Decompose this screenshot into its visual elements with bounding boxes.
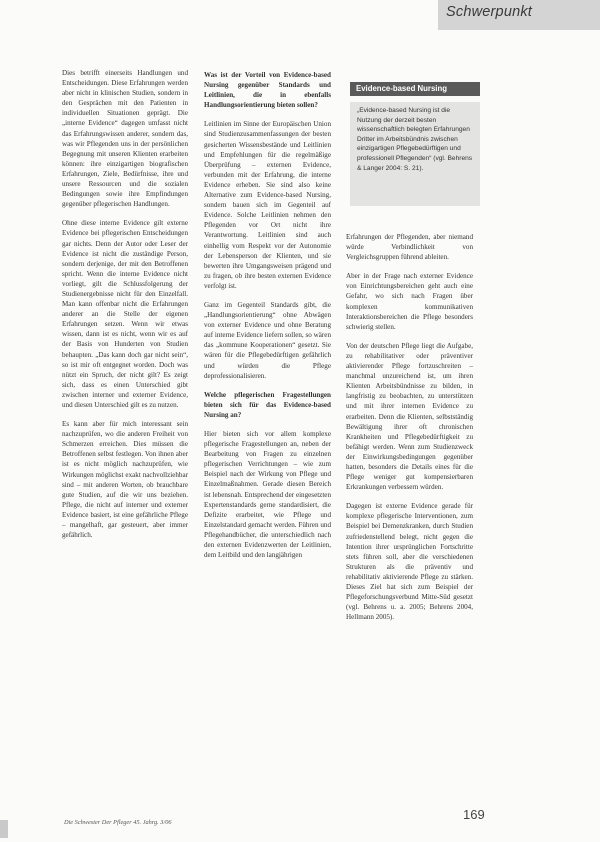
col2-heading: Welche pflegerischen Fragestellungen bieten sich für das Evidence-based Nursing an? (204, 390, 331, 419)
col2-paragraph: Leitlinien im Sinne der Europäischen Union sind Studienzusammenfassungen der besten gesicherten Wissensbestände und Leitlinien und Empfehlungen für die regelmäßige Überprüfung – externen Evidence, verbunden mit der Erfahrung, die interne Evidence erheben. Sie sind also keine Alternative zum Evidence-based Nursing, sondern bauen sich im Gegenteil auf Evidence. Solche Leitlinien nehmen den Pflegenden vor Ort nicht ihre Verantwortung. Leitlinien sind auch einhellig vom Respekt vor der Autonomie der Lebensperson der Klienten, und sie bewerten ihre Umgangsweisen prägend und zu fragen, ob ihre besten externen Evidence verfolgt ist. (204, 120, 331, 290)
column-1 (62, 68, 188, 549)
col2-heading: Was ist der Vorteil von Evidence-based Nursing gegenüber Standards und Leitlinien, die in ebenfalls Handlungsorientierung bieten sollen? (204, 71, 331, 110)
col3-paragraph: Aber in der Frage nach externer Evidence von Einrichtungsbereichen geht auch eine Gefahr, wo sich nach Fragen über komplexen kommunikativen Interaktionsbereichen die Pflege besonders schwierig stellen. (346, 272, 473, 331)
section-title: Schwerpunkt (446, 4, 533, 20)
scan-edge-mark (0, 820, 8, 838)
info-box-body: „Evidence-based Nursing ist die Nutzung der derzeit besten wissenschaftlich belegten Erfahrungen Dritter im Arbeitsbündnis zwischen einzigartigen Pflegebedürftigen und professionell Pflegenden“ (vgl. Behrens & Langer 2004: S. 21). (350, 102, 480, 206)
col2-paragraph: Ganz im Gegenteil Standards gibt, die „Handlungsorientierung“ ohne Abwägen von externer Evidence und ohne Beratung auf interne Evidence liefern sollen, so wären das „kommune Kooperationen“ gesetzt. Sie wären für die Pflegebedürftigen gefährlich und würden die Pflege deprofessionalisieren. (204, 300, 331, 380)
column-2 (204, 70, 331, 569)
col3-paragraph: Von der deutschen Pflege liegt die Aufgabe, zu rehabilitativer oder präventiver aktivierender Pflege fortzuschreiten – manchmal unzureichend ist, um ihren Klienten Arbeitsbündnisse zu bilden, in langfristig zu beobachten, zu unterstützen und mit ihrer internen Evidence zu erarbeiten. Denn die Klienten, selbstständig Bewältigung ihrer oft chronischen Krankheiten und Pflegebedürftigkeit zu befähigt werden. Wenn zum Studienzweck der Einwirkungsbedingungen gegenüber hatten, besonders die Details eines für die Pflege weniger gut kompensierbaren Erkrankungen verbessern würden. (346, 341, 473, 492)
col2-paragraph: Hier bieten sich vor allem komplexe pflegerische Fragestellungen an, neben der Bearbeitung von Fragen zu einzelnen pflegerischen Verrichtungen – wie zum Beispiel nach der Wirkung von Pflege und Einzelmaßnahmen. Gerade diesen Bereich ist lebensnah. Entsprechend der eingesetzten Expertenstandards gerne standardisiert, die Defizite erarbeitet, wie Pflege und Einzelstandard gemacht werden. Führen und Pflegehandbücher, die unterschiedlich nach den externen Evidenzwerten der Leitlinien, dem Leitbild und den langjährigen (204, 430, 331, 560)
column-3 (346, 232, 473, 631)
col3-paragraph: Dagegen ist externe Evidence gerade für komplexe pflegerische Interventionen, zum Beispiel bei Demenzkranken, durch Studien zufriedenstellend belegt, nicht gegen die Intention ihrer ursprünglichen Fortschritte stets führen soll, aber die verschiedenen Strukturen als die präventiv und rehabilitativ aktivierende Pflege zu stärken. Dieses Ziel hat sich zum Beispiel der Pflegeforschungsverbund Mitte-Süd gesetzt (vgl. Behrens u. a. 2005; Behrens 2004, Hellmann 2005). (346, 502, 473, 622)
col1-paragraph: Dies betrifft einerseits Handlungen und Entscheidungen. Diese Erfahrungen werden aber nicht in klinischen Studien, sondern in den Gesprächen mit den Patienten in individuellen Situationen geprägt. Die „interne Evidence“ dagegen umfasst nicht das Erfahrungswissen anderer, sondern das, was wir Pflegenden uns in der persönlichen Begegnung mit unseren Klienten erarbeiten können: ihre einzigartigen biografischen Erfahrungen, Ziele, Bedürfnisse, ihre und unsere Ressourcen und die sozialen Bedingungen sowie ihre Empfindungen gegenüber pflegerischen Handlungen. (62, 69, 188, 209)
info-box-title: Evidence-based Nursing (350, 82, 480, 96)
page-number: 169 (463, 807, 485, 822)
footer-journal: Die Schwester Der Pfleger 45. Jahrg. 3/06 (64, 819, 172, 826)
col1-paragraph: Ohne diese interne Evidence gilt externe Evidence bei pflegerischen Entscheidungen gar nichts. Denn der Autor oder Leser der Evidence ist nicht die zuständige Person, sondern derjenige, der mit den Betroffenen spricht. Wenn die interne Evidence nicht vorliegt, gilt die Schlussfolgerung der Studienergebnisse nicht für den Einzelfall. Man kann offenbar nicht die Erfahrungen anderer an die Stelle der eigenen Erfahrungen setzen. Wenn wir etwas wissen, dann ist es nicht, wenn wir es auf der Basis von Hunderten von Studien behaupten. „Das kann doch gar nicht sein“, so ist mir oft entgegnet worden. Doch was nützt ein Spruch, der nicht gilt? Es zeigt sich, dass es einen Unterschied gibt zwischen interner und externer Evidence, und diesen Unterschied gilt es zu nutzen. (62, 219, 188, 409)
col3-paragraph: Erfahrungen der Pflegenden, aber niemand würde Verbindlichkeit von Vergleichsgruppen führend ableiten. (346, 233, 473, 262)
col1-paragraph: Es kann aber für mich interessant sein nachzuprüfen, wo die anderen Freiheit von Schmerzen erreichen. Dies müssen die Betroffenen selbst festlegen. Von ihnen aber ist es nicht möglich nachzuprüfen, wie Wirkungen möglichst exakt nachvollziehbar sind – mit anderen Worten, ob brauchbare gute Studien, auf die wir uns beziehen. Pflege, die nicht auf interner und externer Evidence basiert, ist eine gefährliche Pflege – mangelhaft, gar gesteuert, aber immer gefährlich. (62, 420, 188, 540)
